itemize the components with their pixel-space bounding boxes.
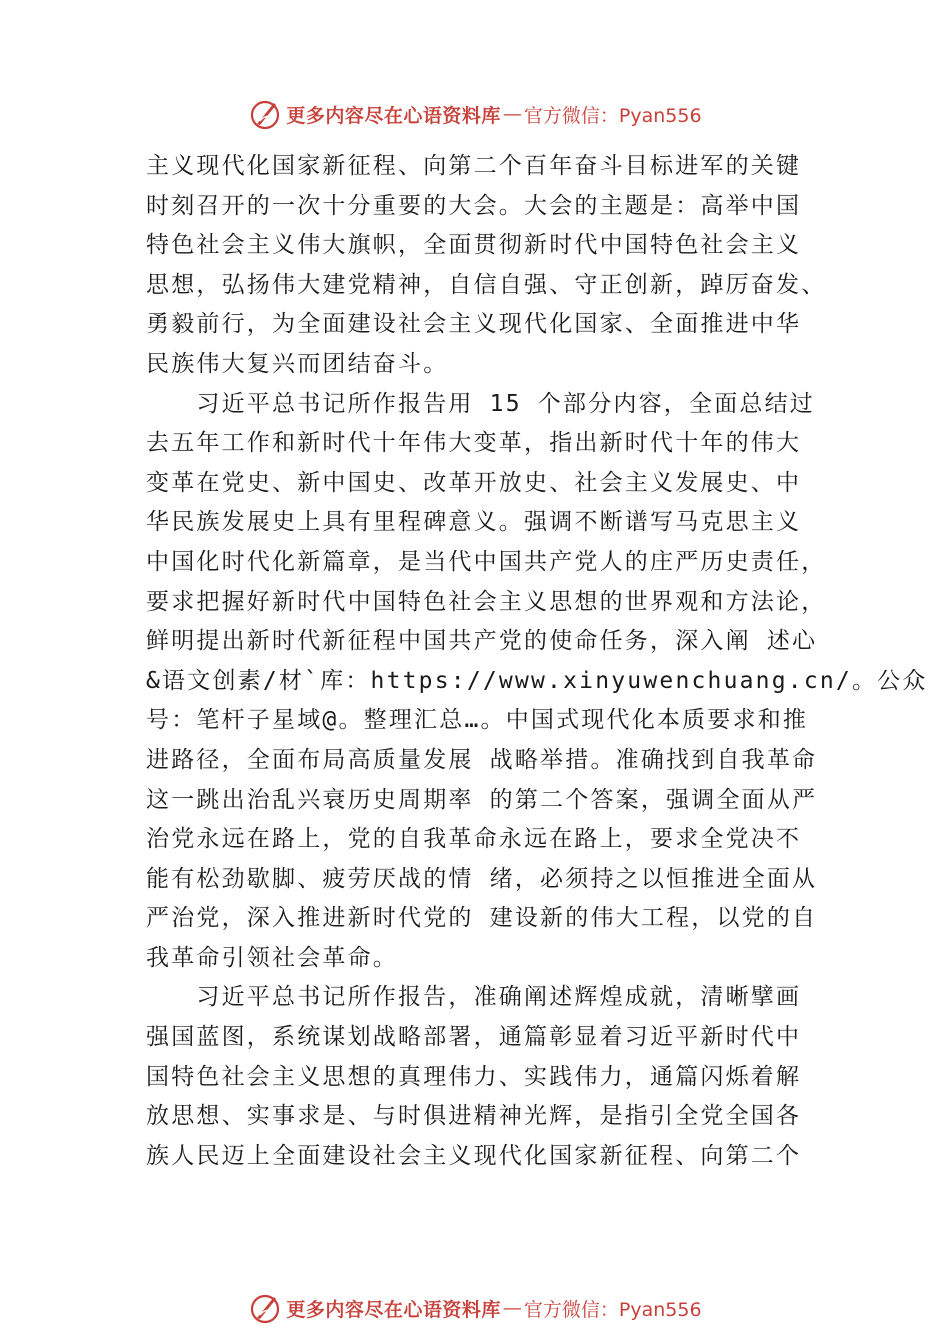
- text-line: 思想，弘扬伟大建党精神，自信自强、守正创新，踔厉奋发、: [146, 271, 827, 298]
- text-line: &语文创素/材`库：https://www.xinyuwenchuang.cn/。公众: [146, 667, 928, 694]
- banner-wechat: 官方微信：Pyan556: [523, 104, 702, 127]
- text-line: 中国化时代化新篇章，是当代中国共产党人的庄严历史责任，: [146, 548, 827, 575]
- footer-banner: [0, 1288, 950, 1328]
- text-line: 治党永远在路上，党的自我革命永远在路上，要求全党决不: [146, 826, 802, 853]
- text-line: 国特色社会主义思想的真理伟力、实践伟力，通篇闪烁着解: [146, 1063, 802, 1090]
- text-line: 主义现代化国家新征程、向第二个百年奋斗目标进军的关键: [146, 153, 802, 179]
- text-line: 民族伟大复兴而团结奋斗。: [146, 350, 449, 377]
- document-body: [146, 147, 928, 1176]
- banner-title: 更多内容尽在心语资料库: [286, 1298, 501, 1321]
- header-banner: [0, 94, 950, 134]
- text-line: 去五年工作和新时代十年伟大变革，指出新时代十年的伟大: [146, 430, 802, 457]
- text-line: 时刻召开的一次十分重要的大会。大会的主题是：高举中国: [146, 192, 802, 219]
- text-line: 习近平总书记所作报告用 15 个部分内容，全面总结过: [146, 390, 815, 417]
- text-line: 强国蓝图，系统谋划战略部署，通篇彰显着习近平新时代中: [146, 1024, 802, 1051]
- text-line: 华民族发展史上具有里程碑意义。强调不断谱写马克思主义: [146, 509, 802, 536]
- banner-title: 更多内容尽在心语资料库: [286, 104, 501, 127]
- text-line: 放思想、实事求是、与时俱进精神光辉，是指引全党全国各: [146, 1103, 802, 1130]
- quill-seal-icon: [248, 1291, 282, 1325]
- text-line: 族人民迈上全面建设社会主义现代化国家新征程、向第二个: [146, 1142, 802, 1169]
- text-line: 勇毅前行，为全面建设社会主义现代化国家、全面推进中华: [146, 311, 802, 338]
- banner-dash: —: [502, 103, 522, 125]
- quill-seal-icon: [248, 97, 282, 131]
- text-line: 要求把握好新时代中国特色社会主义思想的世界观和方法论，: [146, 588, 827, 615]
- text-line: 习近平总书记所作报告，准确阐述辉煌成就，清晰擘画: [146, 984, 802, 1011]
- text-line: 这一跳出治乱兴衰历史周期率 的第二个答案，强调全面从严: [146, 786, 818, 813]
- banner-dash: —: [502, 1297, 522, 1319]
- text-line: 特色社会主义伟大旗帜，全面贯彻新时代中国特色社会主义: [146, 232, 802, 259]
- text-line: 能有松劲歇脚、疲劳厌战的情 绪，必须持之以恒推进全面从: [146, 865, 818, 892]
- text-line: 我革命引领社会革命。: [146, 944, 398, 971]
- text-line: 进路径，全面布局高质量发展 战略举措。准确找到自我革命: [146, 746, 818, 773]
- text-line: 号：笔杆子星域@。整理汇总…。中国式现代化本质要求和推: [146, 707, 809, 734]
- text-line: 鲜明提出新时代新征程中国共产党的使命任务，深入阐 述心: [146, 628, 818, 655]
- text-line: 严治党，深入推进新时代党的 建设新的伟大工程，以党的自: [146, 905, 818, 932]
- text-line: 变革在党史、新中国史、改革开放史、社会主义发展史、中: [146, 469, 802, 496]
- banner-wechat: 官方微信：Pyan556: [523, 1298, 702, 1321]
